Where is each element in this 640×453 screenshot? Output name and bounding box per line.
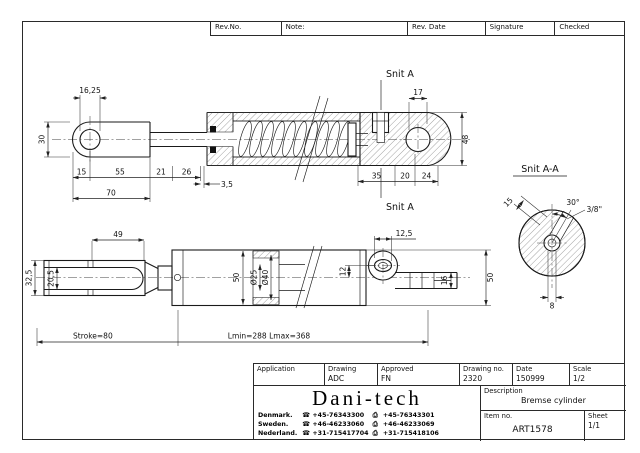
dim-label: 3,5 (221, 180, 233, 189)
company-cell (254, 386, 481, 441)
scale-cell (569, 364, 626, 386)
scale-label: Scale (573, 365, 592, 373)
date-cell (512, 364, 569, 386)
dim-label: 35 (371, 171, 382, 181)
contact-fax: +46-46233069 (382, 420, 435, 428)
revision-col-revdate: Rev. Date (408, 22, 486, 35)
contact-phone: +31-715417704 (312, 429, 369, 437)
dim-label: 12 (338, 266, 348, 277)
clevis-fork (44, 261, 145, 296)
section-label-top: Snit A (386, 69, 414, 80)
phone-icon: ☎ (302, 429, 311, 437)
bottom-view (25, 229, 496, 346)
dim-label: 16,25 (79, 86, 101, 95)
fax-icon: ⎙ (372, 420, 378, 428)
description-cell (481, 386, 626, 411)
approved-cell (377, 364, 459, 386)
drawing-no-value: 2320 (463, 374, 483, 383)
phone-icon: ☎ (302, 420, 311, 428)
company-logo: Dani-tech (312, 386, 422, 410)
contact-country: Sweden. (258, 420, 289, 428)
piston (253, 251, 279, 258)
dim-label: 49 (113, 230, 123, 239)
dim-label: 15 (501, 195, 515, 209)
dim-label: 30° (566, 198, 580, 207)
dim-label: 24 (421, 171, 432, 181)
dim-label: Ø25 (249, 269, 259, 286)
item-no-label: Item no. (484, 412, 513, 420)
phone-icon: ☎ (302, 412, 311, 419)
cylinder-wall (233, 113, 360, 122)
thread-label: 3/8" (586, 205, 603, 214)
contact-phone: +46-46233060 (312, 420, 365, 428)
dim-label: Ø40 (261, 269, 270, 286)
length-range-label: Lmin=288 Lmax=368 (227, 331, 311, 341)
date-value: 150999 (516, 374, 545, 383)
vent-hole (174, 274, 180, 280)
drawing-label: Drawing (328, 365, 357, 373)
approved-value: FN (381, 374, 391, 383)
sheet-label: Sheet (588, 412, 608, 420)
dim-label: 32,5 (24, 269, 34, 287)
contact-country: Nederland. (258, 429, 298, 437)
dim-label: 12,5 (395, 229, 413, 238)
item-no-value: ART1578 (512, 425, 553, 435)
revision-table (210, 21, 625, 36)
fax-icon: ⎙ (372, 412, 378, 419)
contact-phone: +45-76343300 (312, 412, 365, 419)
dim-label: 20 (400, 171, 410, 181)
dim-label: 55 (115, 167, 125, 177)
dim-label: 16 (440, 275, 449, 286)
dim-label: 17 (413, 88, 423, 97)
dim-label: 20,5 (46, 270, 56, 287)
sheet-cell (584, 411, 626, 441)
dim-label: 15 (76, 167, 87, 177)
dim-label: 21 (156, 167, 166, 177)
dim-label: 8 (549, 301, 555, 311)
top-view (38, 69, 471, 213)
description-label: Description (484, 387, 523, 395)
dim-label: 70 (106, 188, 116, 198)
spring (236, 120, 353, 157)
contact-fax: +45-76343301 (382, 412, 435, 419)
contact-row-nederland (258, 430, 439, 439)
contact-row-denmark (258, 412, 439, 421)
revision-col-revno: Rev.No. (211, 22, 282, 35)
item-no-cell (481, 411, 584, 441)
date-label: Date (516, 365, 533, 373)
revision-col-signature: Signature (486, 22, 556, 35)
dim-label: 30 (37, 134, 47, 145)
dim-label: 26 (181, 167, 192, 177)
lock-nut (158, 266, 172, 290)
revision-col-note: Note: (282, 22, 408, 35)
application-label: Application (257, 365, 295, 373)
sheet-value: 1/1 (588, 421, 601, 430)
section-aa-view (502, 164, 602, 311)
drawing-no-cell (459, 364, 512, 386)
section-label-bottom: Snit A (386, 202, 414, 213)
contact-fax: +31-715418106 (382, 429, 439, 437)
stroke-label: Stroke=80 (73, 331, 113, 341)
contact-row-sweden (258, 421, 439, 430)
dim-label: 48 (461, 134, 470, 145)
title-block (253, 363, 625, 440)
drawing-cell (324, 364, 377, 386)
dim-label: 50 (486, 272, 495, 283)
description-value: Bremse cylinder (521, 396, 586, 405)
spring-plate (348, 123, 356, 156)
break-lines (295, 96, 328, 182)
approved-label: Approved (381, 365, 414, 373)
fax-icon: ⎙ (372, 429, 378, 437)
section-aa-title: Snit A-A (521, 164, 559, 175)
seal (210, 126, 216, 133)
drawing-value: ADC (328, 374, 345, 383)
contact-country: Denmark. (258, 412, 293, 419)
drawing-no-label: Drawing no. (463, 365, 504, 373)
dim-label: 50 (232, 272, 241, 283)
scale-value: 1/2 (573, 374, 586, 383)
revision-col-checked: Checked (559, 23, 590, 31)
application-cell (254, 364, 324, 386)
break-lines (296, 246, 322, 308)
contact-info (258, 412, 439, 438)
